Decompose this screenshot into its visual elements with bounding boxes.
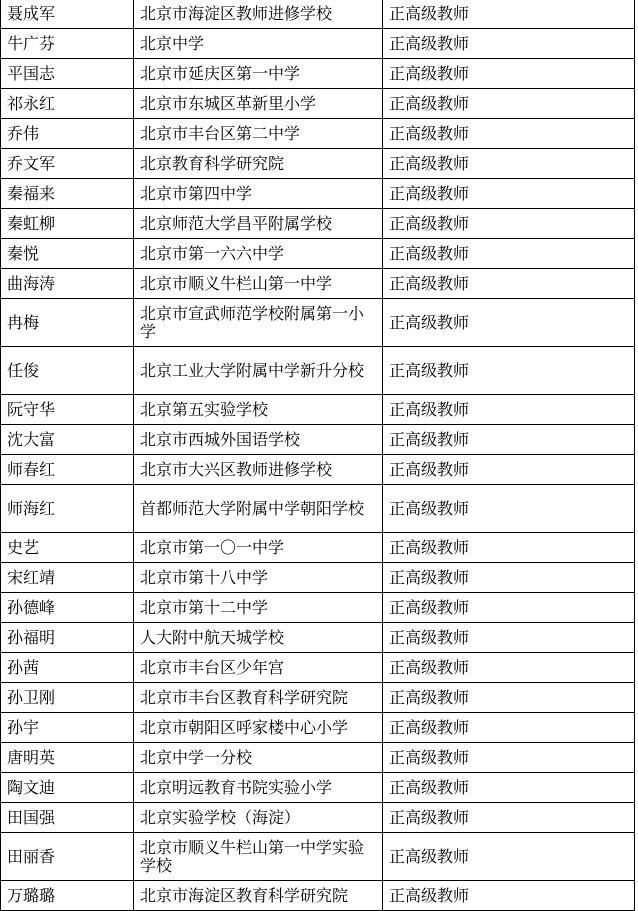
school-cell: 北京市朝阳区呼家楼中心小学 <box>134 713 383 743</box>
table-row <box>1 395 635 425</box>
table-row <box>1 425 635 455</box>
title-cell: 正高级教师 <box>383 59 635 89</box>
school-cell: 首都师范大学附属中学朝阳学校 <box>134 485 383 533</box>
school-cell: 北京市顺义牛栏山第一中学 <box>134 269 383 299</box>
school-cell: 北京市海淀区教育科学研究院 <box>134 881 383 911</box>
title-cell: 正高级教师 <box>383 299 635 347</box>
teacher-name-cell: 乔伟 <box>1 119 134 149</box>
teacher-name-cell: 宋红靖 <box>1 563 134 593</box>
table-row <box>1 713 635 743</box>
table-row <box>1 347 635 395</box>
table-row <box>1 881 635 911</box>
table-row <box>1 683 635 713</box>
teacher-name-cell: 沈大富 <box>1 425 134 455</box>
school-cell: 北京市丰台区少年宫 <box>134 653 383 683</box>
teacher-name-cell: 田国强 <box>1 803 134 833</box>
teacher-roster-body <box>1 0 635 911</box>
table-row <box>1 269 635 299</box>
title-cell: 正高级教师 <box>383 713 635 743</box>
title-cell: 正高级教师 <box>383 119 635 149</box>
school-cell: 北京中学一分校 <box>134 743 383 773</box>
title-cell: 正高级教师 <box>383 533 635 563</box>
table-row <box>1 179 635 209</box>
table-row <box>1 773 635 803</box>
title-cell: 正高级教师 <box>383 239 635 269</box>
school-cell: 北京市第一六六中学 <box>134 239 383 269</box>
title-cell: 正高级教师 <box>383 833 635 881</box>
table-row <box>1 59 635 89</box>
teacher-name-cell: 孙卫刚 <box>1 683 134 713</box>
title-cell: 正高级教师 <box>383 0 635 29</box>
title-cell: 正高级教师 <box>383 743 635 773</box>
table-row <box>1 29 635 59</box>
table-row <box>1 593 635 623</box>
table-row <box>1 209 635 239</box>
school-cell: 北京教育科学研究院 <box>134 149 383 179</box>
teacher-name-cell: 聂成军 <box>1 0 134 29</box>
table-row <box>1 533 635 563</box>
school-cell: 北京市顺义牛栏山第一中学实验学校 <box>134 833 383 881</box>
school-cell: 北京第五实验学校 <box>134 395 383 425</box>
table-row <box>1 0 635 29</box>
table-row <box>1 833 635 881</box>
teacher-name-cell: 师春红 <box>1 455 134 485</box>
teacher-name-cell: 唐明英 <box>1 743 134 773</box>
school-cell: 北京市第一〇一中学 <box>134 533 383 563</box>
school-cell: 北京工业大学附属中学新升分校 <box>134 347 383 395</box>
school-cell: 北京市第十八中学 <box>134 563 383 593</box>
school-cell: 北京市第四中学 <box>134 179 383 209</box>
school-cell: 北京市大兴区教师进修学校 <box>134 455 383 485</box>
table-row <box>1 119 635 149</box>
school-cell: 北京市丰台区教育科学研究院 <box>134 683 383 713</box>
school-cell: 北京市海淀区教师进修学校 <box>134 0 383 29</box>
table-row <box>1 653 635 683</box>
table-row <box>1 89 635 119</box>
title-cell: 正高级教师 <box>383 803 635 833</box>
title-cell: 正高级教师 <box>383 773 635 803</box>
teacher-name-cell: 孙茜 <box>1 653 134 683</box>
teacher-name-cell: 秦悦 <box>1 239 134 269</box>
teacher-name-cell: 阮守华 <box>1 395 134 425</box>
table-row <box>1 485 635 533</box>
table-row <box>1 239 635 269</box>
school-cell: 北京市宣武师范学校附属第一小学 <box>134 299 383 347</box>
teacher-name-cell: 孙福明 <box>1 623 134 653</box>
school-cell: 北京市第十二中学 <box>134 593 383 623</box>
school-cell: 北京实验学校（海淀） <box>134 803 383 833</box>
school-cell: 北京市西城外国语学校 <box>134 425 383 455</box>
title-cell: 正高级教师 <box>383 179 635 209</box>
title-cell: 正高级教师 <box>383 209 635 239</box>
table-row <box>1 623 635 653</box>
title-cell: 正高级教师 <box>383 623 635 653</box>
title-cell: 正高级教师 <box>383 395 635 425</box>
teacher-name-cell: 乔文军 <box>1 149 134 179</box>
table-row <box>1 803 635 833</box>
table-row <box>1 149 635 179</box>
title-cell: 正高级教师 <box>383 683 635 713</box>
school-cell: 北京市东城区革新里小学 <box>134 89 383 119</box>
school-cell: 北京师范大学昌平附属学校 <box>134 209 383 239</box>
school-cell: 北京明远教育书院实验小学 <box>134 773 383 803</box>
title-cell: 正高级教师 <box>383 29 635 59</box>
title-cell: 正高级教师 <box>383 653 635 683</box>
table-row <box>1 743 635 773</box>
teacher-name-cell: 秦福来 <box>1 179 134 209</box>
title-cell: 正高级教师 <box>383 485 635 533</box>
title-cell: 正高级教师 <box>383 425 635 455</box>
title-cell: 正高级教师 <box>383 881 635 911</box>
school-cell: 北京市延庆区第一中学 <box>134 59 383 89</box>
table-row <box>1 455 635 485</box>
title-cell: 正高级教师 <box>383 89 635 119</box>
table-row <box>1 299 635 347</box>
school-cell: 北京中学 <box>134 29 383 59</box>
teacher-name-cell: 万璐璐 <box>1 881 134 911</box>
teacher-name-cell: 平国志 <box>1 59 134 89</box>
teacher-name-cell: 孙德峰 <box>1 593 134 623</box>
teacher-name-cell: 孙宇 <box>1 713 134 743</box>
title-cell: 正高级教师 <box>383 593 635 623</box>
school-cell: 北京市丰台区第二中学 <box>134 119 383 149</box>
teacher-name-cell: 任俊 <box>1 347 134 395</box>
teacher-name-cell: 史艺 <box>1 533 134 563</box>
title-cell: 正高级教师 <box>383 455 635 485</box>
teacher-name-cell: 曲海涛 <box>1 269 134 299</box>
teacher-name-cell: 陶文迪 <box>1 773 134 803</box>
teacher-name-cell: 冉梅 <box>1 299 134 347</box>
school-cell: 人大附中航天城学校 <box>134 623 383 653</box>
title-cell: 正高级教师 <box>383 269 635 299</box>
teacher-name-cell: 秦虹柳 <box>1 209 134 239</box>
teacher-name-cell: 田丽香 <box>1 833 134 881</box>
teacher-name-cell: 牛广芬 <box>1 29 134 59</box>
title-cell: 正高级教师 <box>383 149 635 179</box>
table-row <box>1 563 635 593</box>
title-cell: 正高级教师 <box>383 347 635 395</box>
teacher-name-cell: 师海红 <box>1 485 134 533</box>
teacher-name-cell: 祁永红 <box>1 89 134 119</box>
title-cell: 正高级教师 <box>383 563 635 593</box>
